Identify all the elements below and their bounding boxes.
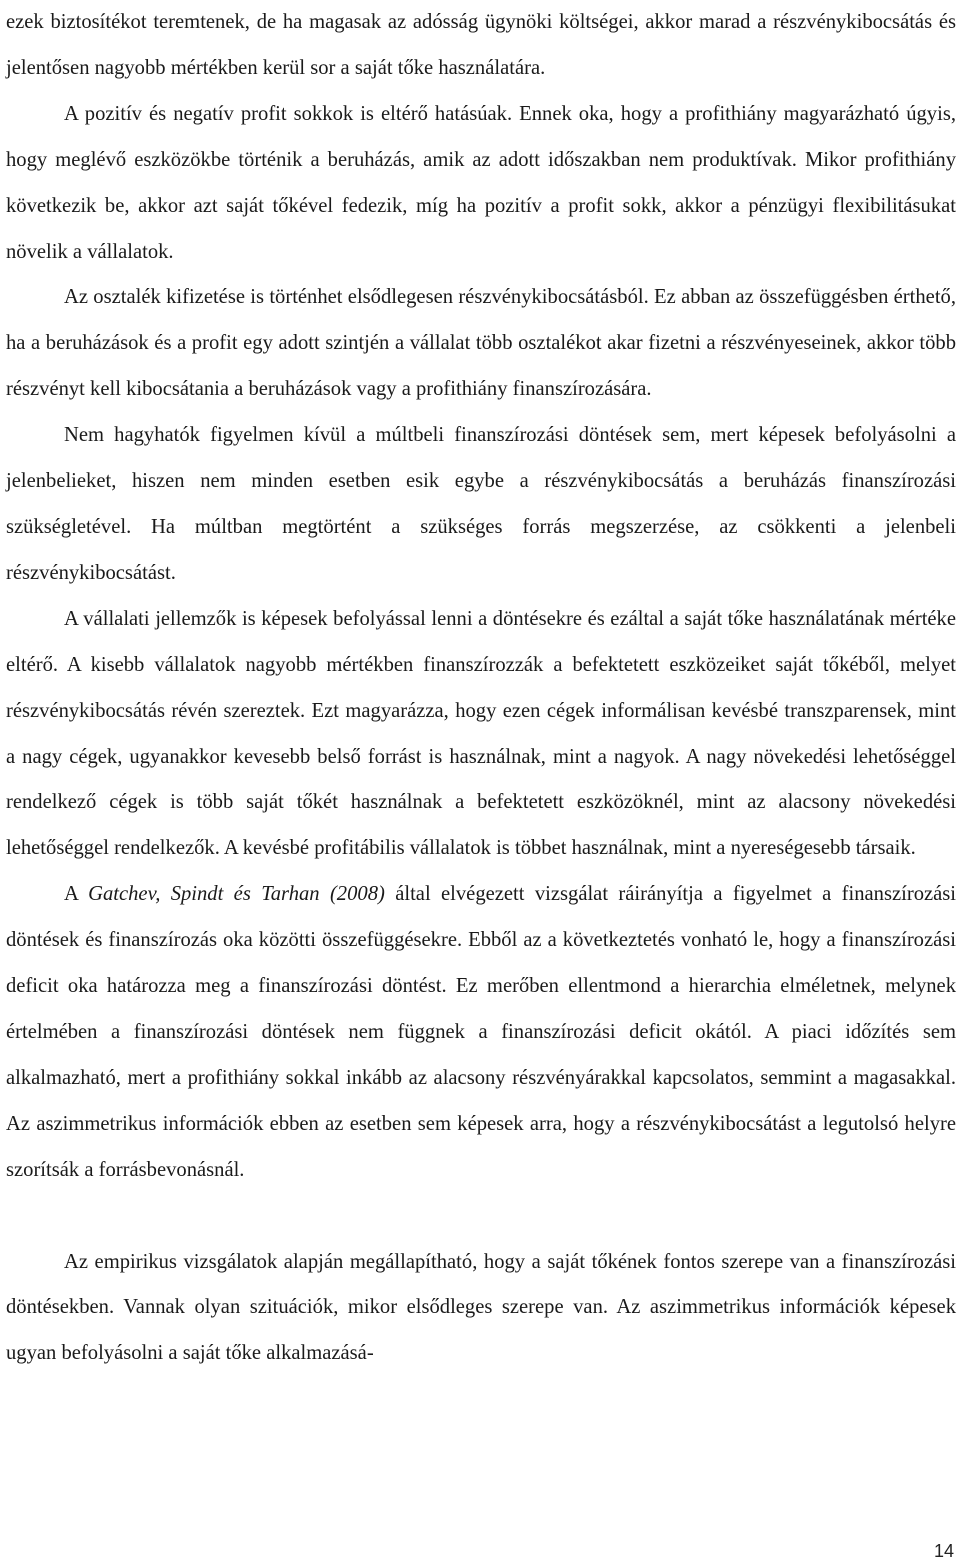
paragraph-6-body: által elvégezett vizsgálat ráirányítja a figyelmet a finanszírozási döntések és finanszírozás oka közötti összefüggésekre. Ebből az a következtetés vonható le, hogy a finanszírozási deficit oka határozza meg a finanszírozási döntést. Ez merőben ellentmond a hierarchia elméletnek, melynek értelmében a finanszírozási döntések nem függnek a finanszírozási deficit okától. A piaci időzítés sem alkalmazható, mert a profithiány sokkal inkább az alacsony részvényárakkal kapcsolatos, semmint a magasakkal. Az aszimmetrikus információk ebben az esetben sem képesek arra, hogy a részvénykibocsátást a legutolsó helyre szorítsák a forrásbevonásnál. bbox=[6, 883, 957, 1181]
paragraph-3: Az osztalék kifizetése is történhet elsődlegesen részvénykibocsátásból. Ez abban az összefüggésben érthető, ha a beruházások és a profit egy adott szintjén a vállalat több osztalékot akar fizetni a részvényeseinek, akkor több részvényt kell kibocsátania a beruházások vagy a profithiány finanszírozására. bbox=[6, 286, 956, 401]
paragraph-6-lead: A bbox=[64, 883, 89, 906]
document-page bbox=[6, 0, 956, 1377]
paragraph-1: ezek biztosítékot teremtenek, de ha magasak az adósság ügynöki költségei, akkor marad a részvénykibocsátás és jelentősen nagyobb mértékben kerül sor a saját tőke használatára. bbox=[6, 11, 956, 79]
paragraph-7: Az empirikus vizsgálatok alapján megállapítható, hogy a saját tőkének fontos szerepe van a finanszírozási döntésekben. Vannak olyan szituációk, mikor elsődleges szerepe van. Az aszimmetrikus információk képesek ugyan befolyásolni a saját tőke alkalmazásá- bbox=[6, 1250, 956, 1365]
paragraph-4: Nem hagyhatók figyelmen kívül a múltbeli finanszírozási döntések sem, mert képesek befolyásolni a jelenbelieket, hiszen nem minden esetben esik egybe a részvénykibocsátás a beruházás finanszírozási szükségletével. Ha múltban megtörtént a szükséges forrás megszerzése, az csökkenti a jelenbeli részvénykibocsátást. bbox=[6, 424, 956, 584]
page-number: 14 bbox=[933, 1541, 954, 1561]
paragraph-gap bbox=[6, 1194, 956, 1240]
paragraph-6 bbox=[6, 872, 956, 1193]
paragraph-2: A pozitív és negatív profit sokkok is eltérő hatásúak. Ennek oka, hogy a profithiány magyarázható úgyis, hogy meglévő eszközökbe történik a beruházás, amik az adott időszakban nem produktívak. Mikor profithiány következik be, akkor azt saját tőkével fedezik, míg ha pozitív a profit sokk, akkor a pénzügyi flexibilitásukat növelik a vállalatok. bbox=[6, 102, 956, 263]
paragraph-5: A vállalati jellemzők is képesek befolyással lenni a döntésekre és ezáltal a saját tőke használatának mértéke eltérő. A kisebb vállalatok nagyobb mértékben finanszírozzák a befektetett eszközeiket saját tőkéből, melyet részvénykibocsátás révén szereztek. Ezt magyarázza, hogy ezen cégek informálisan kevésbé transzparensek, mint a nagy cégek, ugyanakkor kevesebb belső forrást is használnak, mint a nagyok. A nagy növekedési lehetőséggel rendelkező cégek is több saját tőkét használnak a befektetett eszközöknél, mint az alacsony növekedési lehetőséggel rendelkezők. A kevésbé profitábilis vállalatok is többet használnak, mint a nyereségesebb társaik. bbox=[6, 607, 956, 860]
citation: Gatchev, Spindt és Tarhan (2008) bbox=[88, 883, 385, 906]
